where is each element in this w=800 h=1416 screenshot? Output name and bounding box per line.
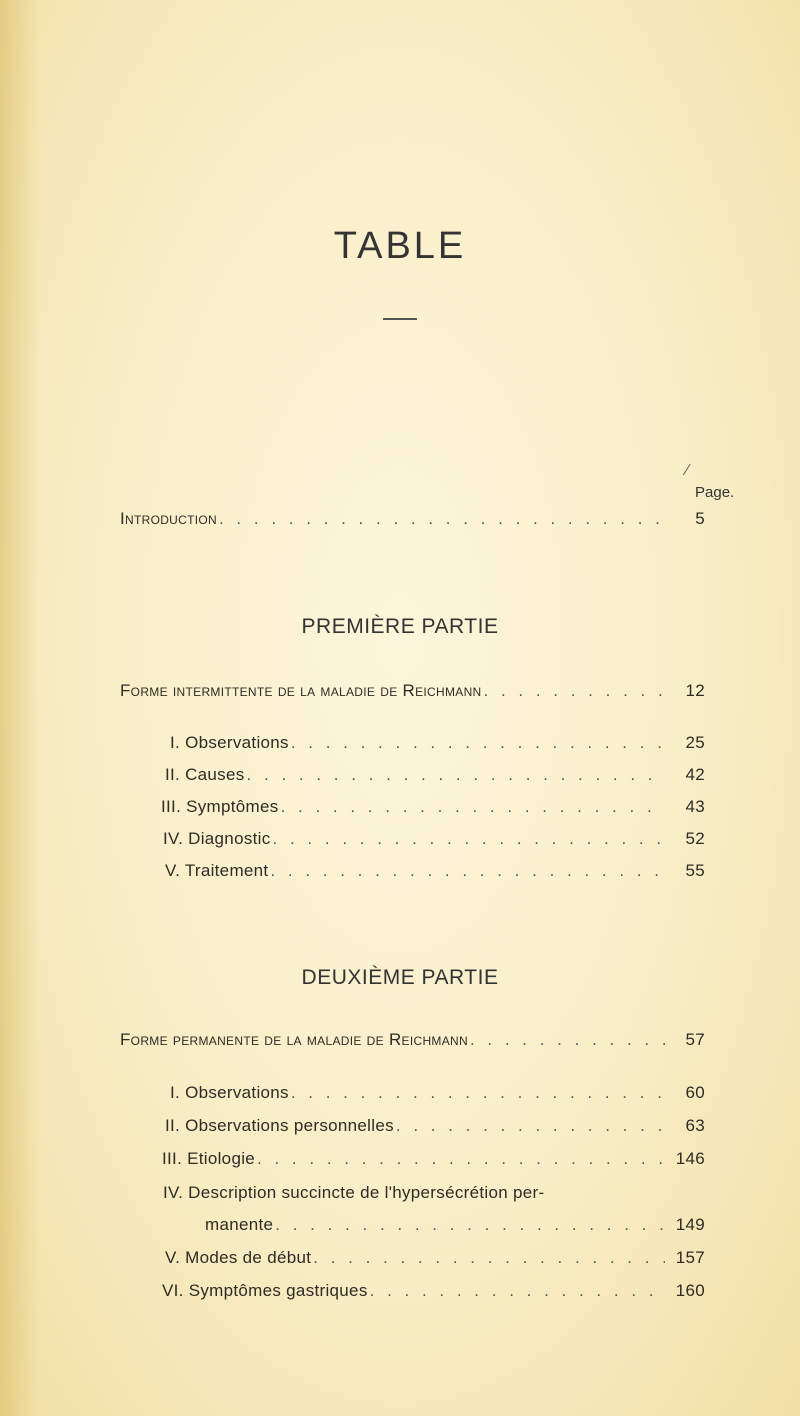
- toc-entry-traitement[interactable]: [165, 861, 705, 881]
- toc-entry-label: VI. Symptômes gastriques: [162, 1281, 368, 1300]
- toc-entry-label: III. Symptômes: [161, 797, 279, 816]
- toc-entry-page: 5: [695, 509, 705, 528]
- dot-leader: [219, 509, 665, 529]
- toc-entry-label: IV. Description succincte de l'hypersécrétion per-: [163, 1183, 545, 1202]
- toc-entry-page: 43: [685, 797, 705, 816]
- toc-entry-label: V. Traitement: [165, 861, 269, 880]
- toc-heading-page: 12: [685, 681, 705, 700]
- toc-entry-page: 42: [685, 765, 705, 784]
- title-rule: [383, 318, 417, 320]
- dot-leader: [273, 829, 665, 849]
- toc-entry-page: 25: [685, 733, 705, 752]
- toc-entry-page: 160: [675, 1281, 705, 1300]
- toc-entry-label: I. Observations: [170, 733, 289, 752]
- toc-entry-page: 146: [675, 1149, 705, 1168]
- dot-leader: [275, 1215, 665, 1235]
- tick-mark: ⁄: [686, 462, 689, 479]
- toc-entry-description[interactable]: [163, 1183, 705, 1203]
- toc-entry-symptomes[interactable]: [161, 797, 705, 817]
- dot-leader: [291, 733, 665, 753]
- toc-heading-page: 57: [685, 1030, 705, 1049]
- toc-entry-label: III. Etiologie: [162, 1149, 256, 1168]
- part-two-title: DEUXIÈME PARTIE: [301, 966, 499, 989]
- dot-leader: [313, 1248, 665, 1268]
- page-edge-shadow: [0, 0, 40, 1416]
- toc-part-one-heading[interactable]: [120, 681, 705, 701]
- toc-entry-causes[interactable]: [165, 765, 705, 785]
- toc-entry-etiologie[interactable]: [162, 1149, 705, 1169]
- toc-entry-introduction[interactable]: [120, 509, 705, 529]
- toc-heading-label: Forme permanente de la maladie de Reichmann: [120, 1030, 468, 1049]
- toc-entry-modes-de-debut[interactable]: [165, 1248, 705, 1268]
- toc-entry-description-continuation[interactable]: [205, 1215, 705, 1235]
- toc-entry-label: IV. Diagnostic: [163, 829, 271, 848]
- toc-entry-observations[interactable]: [170, 1083, 705, 1103]
- dot-leader: [257, 1149, 665, 1169]
- part-one-title: PREMIÈRE PARTIE: [301, 615, 499, 638]
- dot-leader: [470, 1030, 665, 1050]
- dot-leader: [370, 1281, 665, 1301]
- toc-entry-label-continuation: manente: [205, 1215, 274, 1234]
- toc-entry-diagnostic[interactable]: [163, 829, 705, 849]
- toc-entry-label: II. Observations personnelles: [165, 1116, 394, 1135]
- dot-leader: [281, 797, 665, 817]
- toc-entry-symptomes-gastriques[interactable]: [162, 1281, 705, 1301]
- dot-leader: [484, 681, 666, 701]
- toc-entry-page: 52: [685, 829, 705, 848]
- toc-entry-page: 149: [675, 1215, 705, 1234]
- toc-entry-page: 157: [675, 1248, 705, 1267]
- toc-entry-observations[interactable]: [170, 733, 705, 753]
- toc-entry-page: 63: [685, 1116, 705, 1135]
- dot-leader: [270, 861, 665, 881]
- toc-entry-label: V. Modes de début: [165, 1248, 312, 1267]
- toc-entry-page: 60: [685, 1083, 705, 1102]
- toc-entry-page: 55: [685, 861, 705, 880]
- toc-heading-label: Forme intermittente de la maladie de Reichmann: [120, 681, 482, 700]
- dot-leader: [247, 765, 665, 785]
- toc-entry-label: Introduction: [120, 509, 217, 528]
- dot-leader: [291, 1083, 665, 1103]
- page-column-header: Page.: [695, 484, 735, 501]
- toc-entry-observations-personnelles[interactable]: [165, 1116, 705, 1136]
- toc-part-two-heading[interactable]: [120, 1030, 705, 1050]
- page-title: TABLE: [333, 225, 467, 267]
- toc-entry-label: II. Causes: [165, 765, 245, 784]
- toc-entry-label: I. Observations: [170, 1083, 289, 1102]
- dot-leader: [396, 1116, 665, 1136]
